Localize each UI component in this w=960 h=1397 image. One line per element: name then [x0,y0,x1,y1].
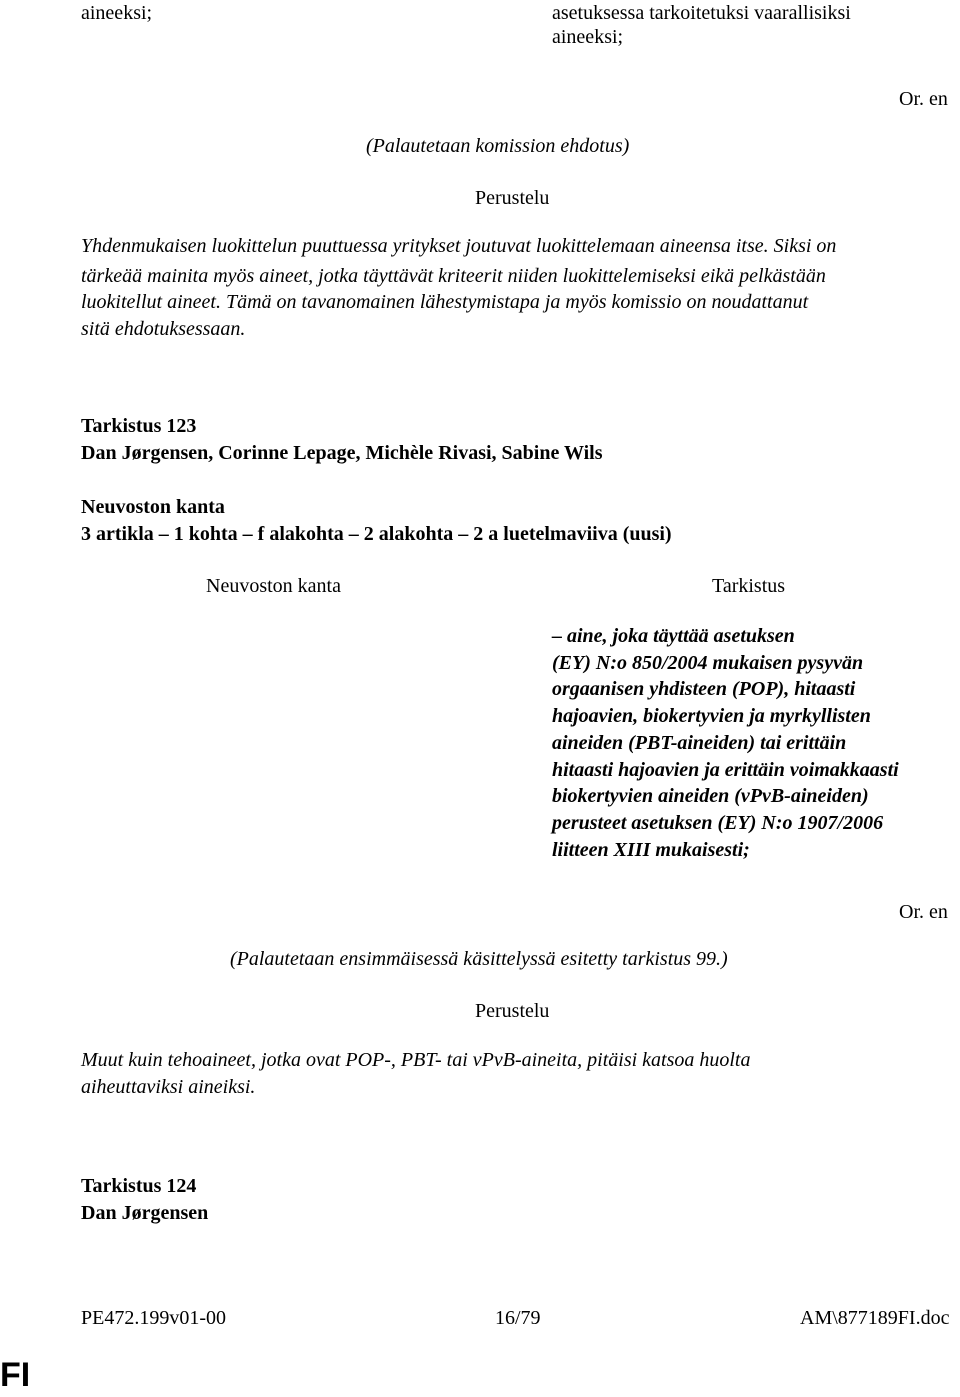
amendment-text [552,623,899,863]
amendment-text-line: hitaasti hajoavien ja erittäin voimakkaasti [552,758,899,781]
footer-language-code: FI [0,1356,31,1394]
amendment-text-line: liitteen XIII mukaisesti; [552,838,750,861]
justification-line-3: luokitellut aineet. Tämä on tavanomainen lähestymistapa ja myös komissio on noudattanut [81,291,809,313]
amendment-text-line: aineiden (PBT-aineiden) tai erittäin [552,731,847,754]
original-language-label: Or. en [899,901,948,923]
amendment-text-line: orgaanisen yhdisteen (POP), hitaasti [552,678,856,701]
footer-file-reference: AM\877189FI.doc [800,1307,950,1329]
article-reference: 3 artikla – 1 kohta – f alakohta – 2 alakohta – 2 a luetelmaviiva (uusi) [81,523,672,545]
amendment-text-line: hajoavien, biokertyvien ja myrkyllisten [552,705,871,728]
top-right-cell-line1: asetuksessa tarkoitetuksi vaarallisiksi [552,2,851,24]
justification-line-2: aiheuttaviksi aineiksi. [81,1076,256,1098]
justification-line-2: tärkeää mainita myös aineet, jotka täyttävät kriteerit niiden luokittelemiseksi eikä pelkästään [81,265,826,287]
restore-note: (Palautetaan ensimmäisessä käsittelyssä esitetty tarkistus 99.) [230,948,728,970]
amendment-authors: Dan Jørgensen, Corinne Lepage, Michèle Rivasi, Sabine Wils [81,442,603,464]
restore-note: (Palautetaan komission ehdotus) [366,135,630,157]
top-right-cell-line2: aineeksi; [552,26,624,48]
amendment-text-line: biokertyvien aineiden (vPvB-aineiden) [552,785,869,808]
footer-page-number: 16/79 [495,1307,541,1329]
document-reference: Neuvoston kanta [81,496,225,518]
justification-line-1: Muut kuin tehoaineet, jotka ovat POP-, PBT- tai vPvB-aineita, pitäisi katsoa huolta [81,1049,751,1071]
justification-heading: Perustelu [475,1000,550,1022]
justification-line-1: Yhdenmukaisen luokittelun puuttuessa yritykset joutuvat luokittelemaan aineensa itse. Siksi on [81,235,837,257]
original-language-label: Or. en [899,88,948,110]
amendment-title: Tarkistus 123 [81,415,197,437]
top-left-cell: aineeksi; [81,2,153,24]
justification-line-4: sitä ehdotuksessaan. [81,318,246,340]
amendment-title: Tarkistus 124 [81,1175,197,1197]
amendment-text-line: perusteet asetuksen (EY) N:o 1907/2006 [552,811,884,834]
justification-heading: Perustelu [475,187,550,209]
amendment-text-line: – aine, joka täyttää asetuksen [552,625,795,647]
amendment-authors: Dan Jørgensen [81,1202,209,1224]
footer-document-code: PE472.199v01-00 [81,1307,226,1329]
column-header-amendment: Tarkistus [712,575,786,597]
column-header-council-position: Neuvoston kanta [206,575,341,597]
amendment-text-line: (EY) N:o 850/2004 mukaisen pysyvän [552,651,864,674]
